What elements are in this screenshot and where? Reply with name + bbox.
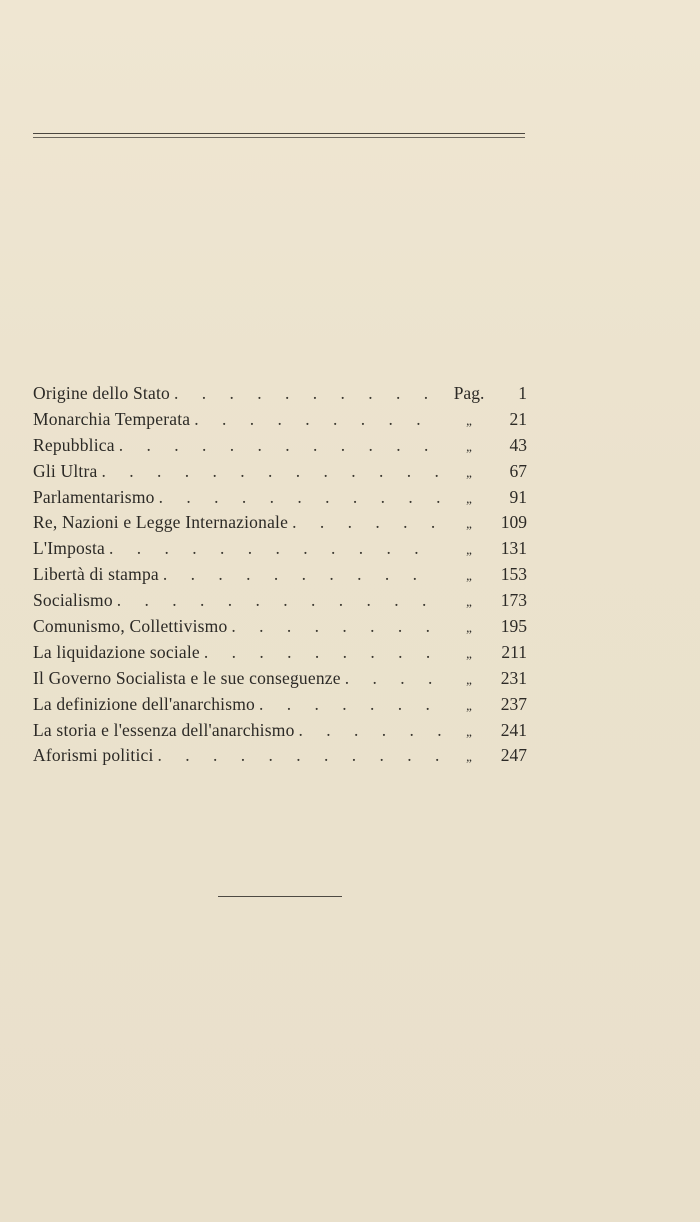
toc-entry-title: Origine dello Stato [33,383,170,403]
toc-entry-title: La definizione dell'anarchismo [33,693,255,714]
toc-entry-title: Socialismo [33,590,113,611]
toc-entry-mark: „ [466,438,472,454]
toc-entry-page: 131 [500,538,527,559]
toc-entry-mark: „ [466,412,472,428]
toc-entry-mark: „ [466,568,472,584]
toc-entry-page: 21 [509,408,527,429]
dot-leader [255,694,441,715]
dot-leader [227,616,441,637]
toc-entry-page: 195 [500,616,527,637]
toc-entry [33,590,527,616]
dot-leader [154,745,441,766]
toc-entry-page: 247 [500,745,527,766]
dot-leader [105,538,441,559]
top-double-rule [33,133,525,139]
toc-entry [33,461,527,487]
toc-entry-title: Libertà di stampa [33,564,159,585]
toc-entry [33,720,527,746]
toc-entry-title: L'Imposta [33,538,106,559]
toc-entry-page: 241 [500,719,527,740]
toc-entry [33,435,527,461]
rule-line-upper [33,133,525,134]
dot-leader [190,409,441,430]
dot-leader [295,720,441,741]
toc-entry-page: 237 [500,693,527,714]
dot-leader [341,668,441,689]
dot-leader [155,487,441,508]
toc-entry-title: Parlamentarismo [33,486,155,507]
toc-entry-title: Il Governo Socialista e le sue conseguenze [33,667,341,688]
toc-entry-mark: „ [466,594,472,610]
toc-entry-mark: „ [466,671,472,687]
toc-entry-title: Monarchia Temperata [33,408,191,429]
toc-entry-title: Re, Nazioni e Legge Internazionale [33,512,289,533]
toc-entry-mark: „ [466,723,472,739]
toc-entry-title: Repubblica [33,434,115,455]
toc-entry-mark: „ [466,645,472,661]
toc-entry-mark: „ [466,749,472,765]
toc-entry-mark: „ [466,490,472,506]
dot-leader [159,564,441,585]
toc-entry-page: 153 [500,564,527,585]
dot-leader [288,512,441,533]
toc-entry-mark: „ [466,542,472,558]
dot-leader [98,461,442,482]
toc-entry [33,383,527,409]
toc-entry-mark: Pag. [453,383,485,403]
toc-entry-title: La liquidazione sociale [33,641,200,662]
toc-entry-mark: „ [466,516,472,532]
toc-entry-page: 43 [509,434,527,455]
toc-entry [33,564,527,590]
toc-entry [33,409,527,435]
dot-leader [115,435,441,456]
toc-entry-page: 91 [509,486,527,507]
toc-entry [33,512,527,538]
bottom-rule [218,896,342,897]
toc-entry [33,642,527,668]
toc-entry-title: La storia e l'essenza dell'anarchismo [33,719,295,740]
dot-leader [113,590,441,611]
table-of-contents [33,383,527,771]
toc-entry-mark: „ [466,464,472,480]
toc-entry [33,745,527,771]
toc-entry [33,616,527,642]
toc-entry-page: 1 [518,383,527,403]
toc-entry [33,668,527,694]
rule-line-lower [33,137,525,138]
toc-entry [33,487,527,513]
toc-entry-page: 173 [500,590,527,611]
dot-leader [170,383,441,404]
toc-entry-title: Gli Ultra [33,460,98,481]
toc-entry-page: 67 [509,460,527,481]
toc-entry-title: Aforismi politici [33,745,154,766]
toc-entry-page: 231 [500,667,527,688]
toc-entry-mark: „ [466,697,472,713]
toc-entry [33,538,527,564]
toc-entry-page: 109 [500,512,527,533]
toc-entry-page: 211 [501,641,527,662]
dot-leader [200,642,441,663]
toc-entry-mark: „ [466,620,472,636]
toc-entry [33,694,527,720]
toc-entry-title: Comunismo, Collettivismo [33,616,228,637]
